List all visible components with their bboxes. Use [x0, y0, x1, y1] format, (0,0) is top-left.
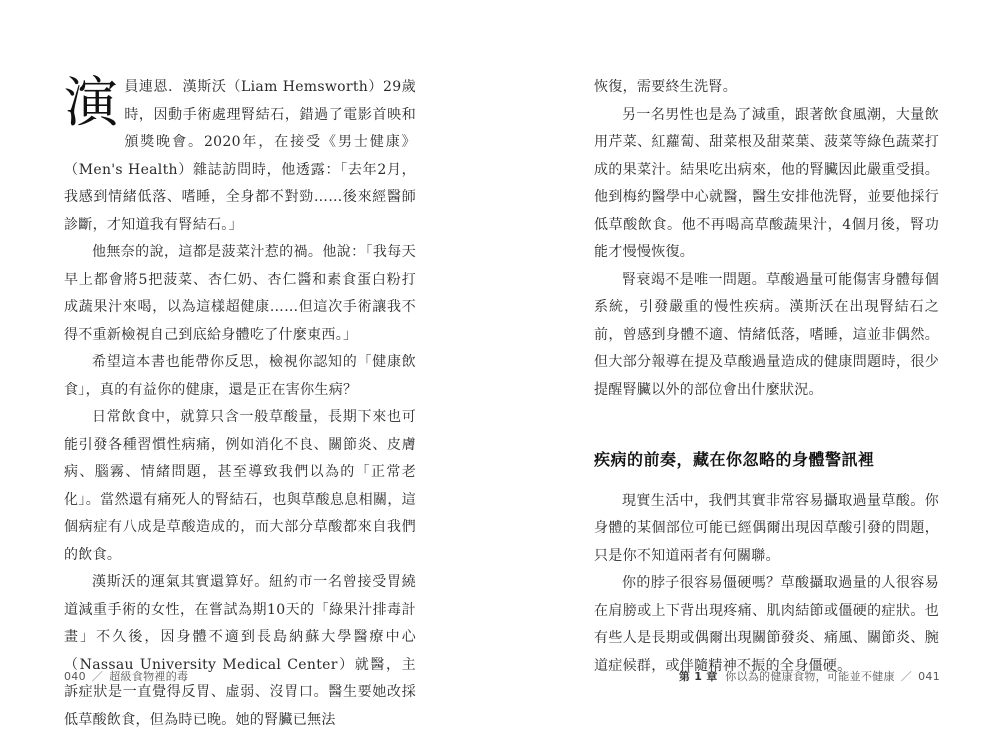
left-page	[0, 0, 500, 728]
paragraph: 恢復，需要終生洗腎。	[594, 79, 737, 95]
paragraph: 他無奈的說，這都是菠菜汁惹的禍。他說：「我每天早上都會將5把菠菜、杏仁奶、杏仁醬和素食蛋白粉打成蔬果汁來喝，以為這樣超健康……但這次手術讓我不得不重新檢視自己到底給身體吃了什麼東西。」	[64, 244, 416, 343]
book-title: 超級食物裡的毒	[109, 670, 189, 683]
first-paragraph	[64, 71, 416, 239]
right-page	[500, 0, 1000, 710]
page-number: 041	[918, 670, 940, 683]
left-footer	[64, 668, 188, 684]
paragraph: 你的脖子很容易僵硬嗎？草酸攝取過量的人很容易在肩膀或上下背出現疼痛、肌肉結節或僵硬的症狀。也有些人是長期或偶爾出現關節發炎、痛風、關節炎、腕道症候群，或伴隨精神不振的全身僵硬。	[594, 575, 939, 674]
paragraph: 現實生活中，我們其實非常容易攝取過量草酸。你身體的某個部位可能已經偶爾出現因草酸引發的問題，只是你不知道兩者有何關聯。	[594, 492, 939, 564]
paragraph: 腎衰竭不是唯一問題。草酸過量可能傷害身體每個系統，引發嚴重的慢性疾病。漢斯沃在出現腎結石之前，曾感到身體不適、情緒低落，嗜睡，這並非偶然。但大部分報導在提及草酸過量造成的健康問題時，很少提醒腎臟以外的部位會出什麼狀況。	[594, 271, 939, 398]
paragraph: 漢斯沃的運氣其實還算好。紐約市一名曾接受胃繞道減重手術的女性，在嘗試為期10天的「綠果汁排毒計畫」不久後，因身體不適到長島納蘇大學醫療中心（Nassau University Medical Center）就醫，主訴症狀是一直覺得反胃、虛弱、沒胃口。醫生要她改採低草酸飲食，但為時已晚。她的腎臟已無法	[64, 574, 416, 728]
footer-separator: ／	[900, 670, 913, 683]
chapter-title: 你以為的健康食物，可能並不健康	[725, 670, 895, 683]
paragraph: 另一名男性也是為了減重，跟著飲食風潮，大量飲用芹菜、紅蘿蔔、甜菜根及甜菜葉、菠菜等綠色蔬菜打成的果菜汁。結果吃出病來，他的腎臟因此嚴重受損。他到梅約醫學中心就醫，醫生安排他洗腎，並要他採行低草酸飲食。他不再喝高草酸蔬果汁，4個月後，腎功能才慢慢恢復。	[594, 106, 939, 260]
chapter-label: 第 1 章	[678, 670, 718, 683]
section-heading: 疾病的前奏，藏在你忽略的身體警訊裡	[594, 450, 875, 469]
right-text-column	[594, 74, 939, 680]
paragraph: 希望這本書也能帶你反思，檢視你認知的「健康飲食」，真的有益你的健康，還是正在害你生病？	[64, 354, 416, 398]
left-text-column	[64, 71, 416, 734]
dropcap: 演	[64, 71, 119, 134]
footer-separator: ／	[91, 670, 104, 683]
right-footer	[679, 668, 940, 684]
page-number: 040	[64, 670, 86, 683]
first-paragraph-text: 員連恩．漢斯沃（Liam Hemsworth）29歲時，因動手術處理腎結石，錯過了電影首映和頒獎晚會。2020年，在接受《男士健康》（Men's Health）雜誌訪問時，他透露：「去年2月，我感到情緒低落、嗜睡，全身都不對勁……後來經醫師診斷，才知道我有腎結石。」	[64, 79, 416, 233]
paragraph: 日常飲食中，就算只含一般草酸量，長期下來也可能引發各種習慣性病痛，例如消化不良、關節炎、皮膚病、腦霧、情緒問題，甚至導致我們以為的「正常老化」。當然還有痛死人的腎結石，也與草酸息息相關，這個病症有八成是草酸造成的，而大部分草酸都來自我們的飲食。	[64, 409, 416, 563]
